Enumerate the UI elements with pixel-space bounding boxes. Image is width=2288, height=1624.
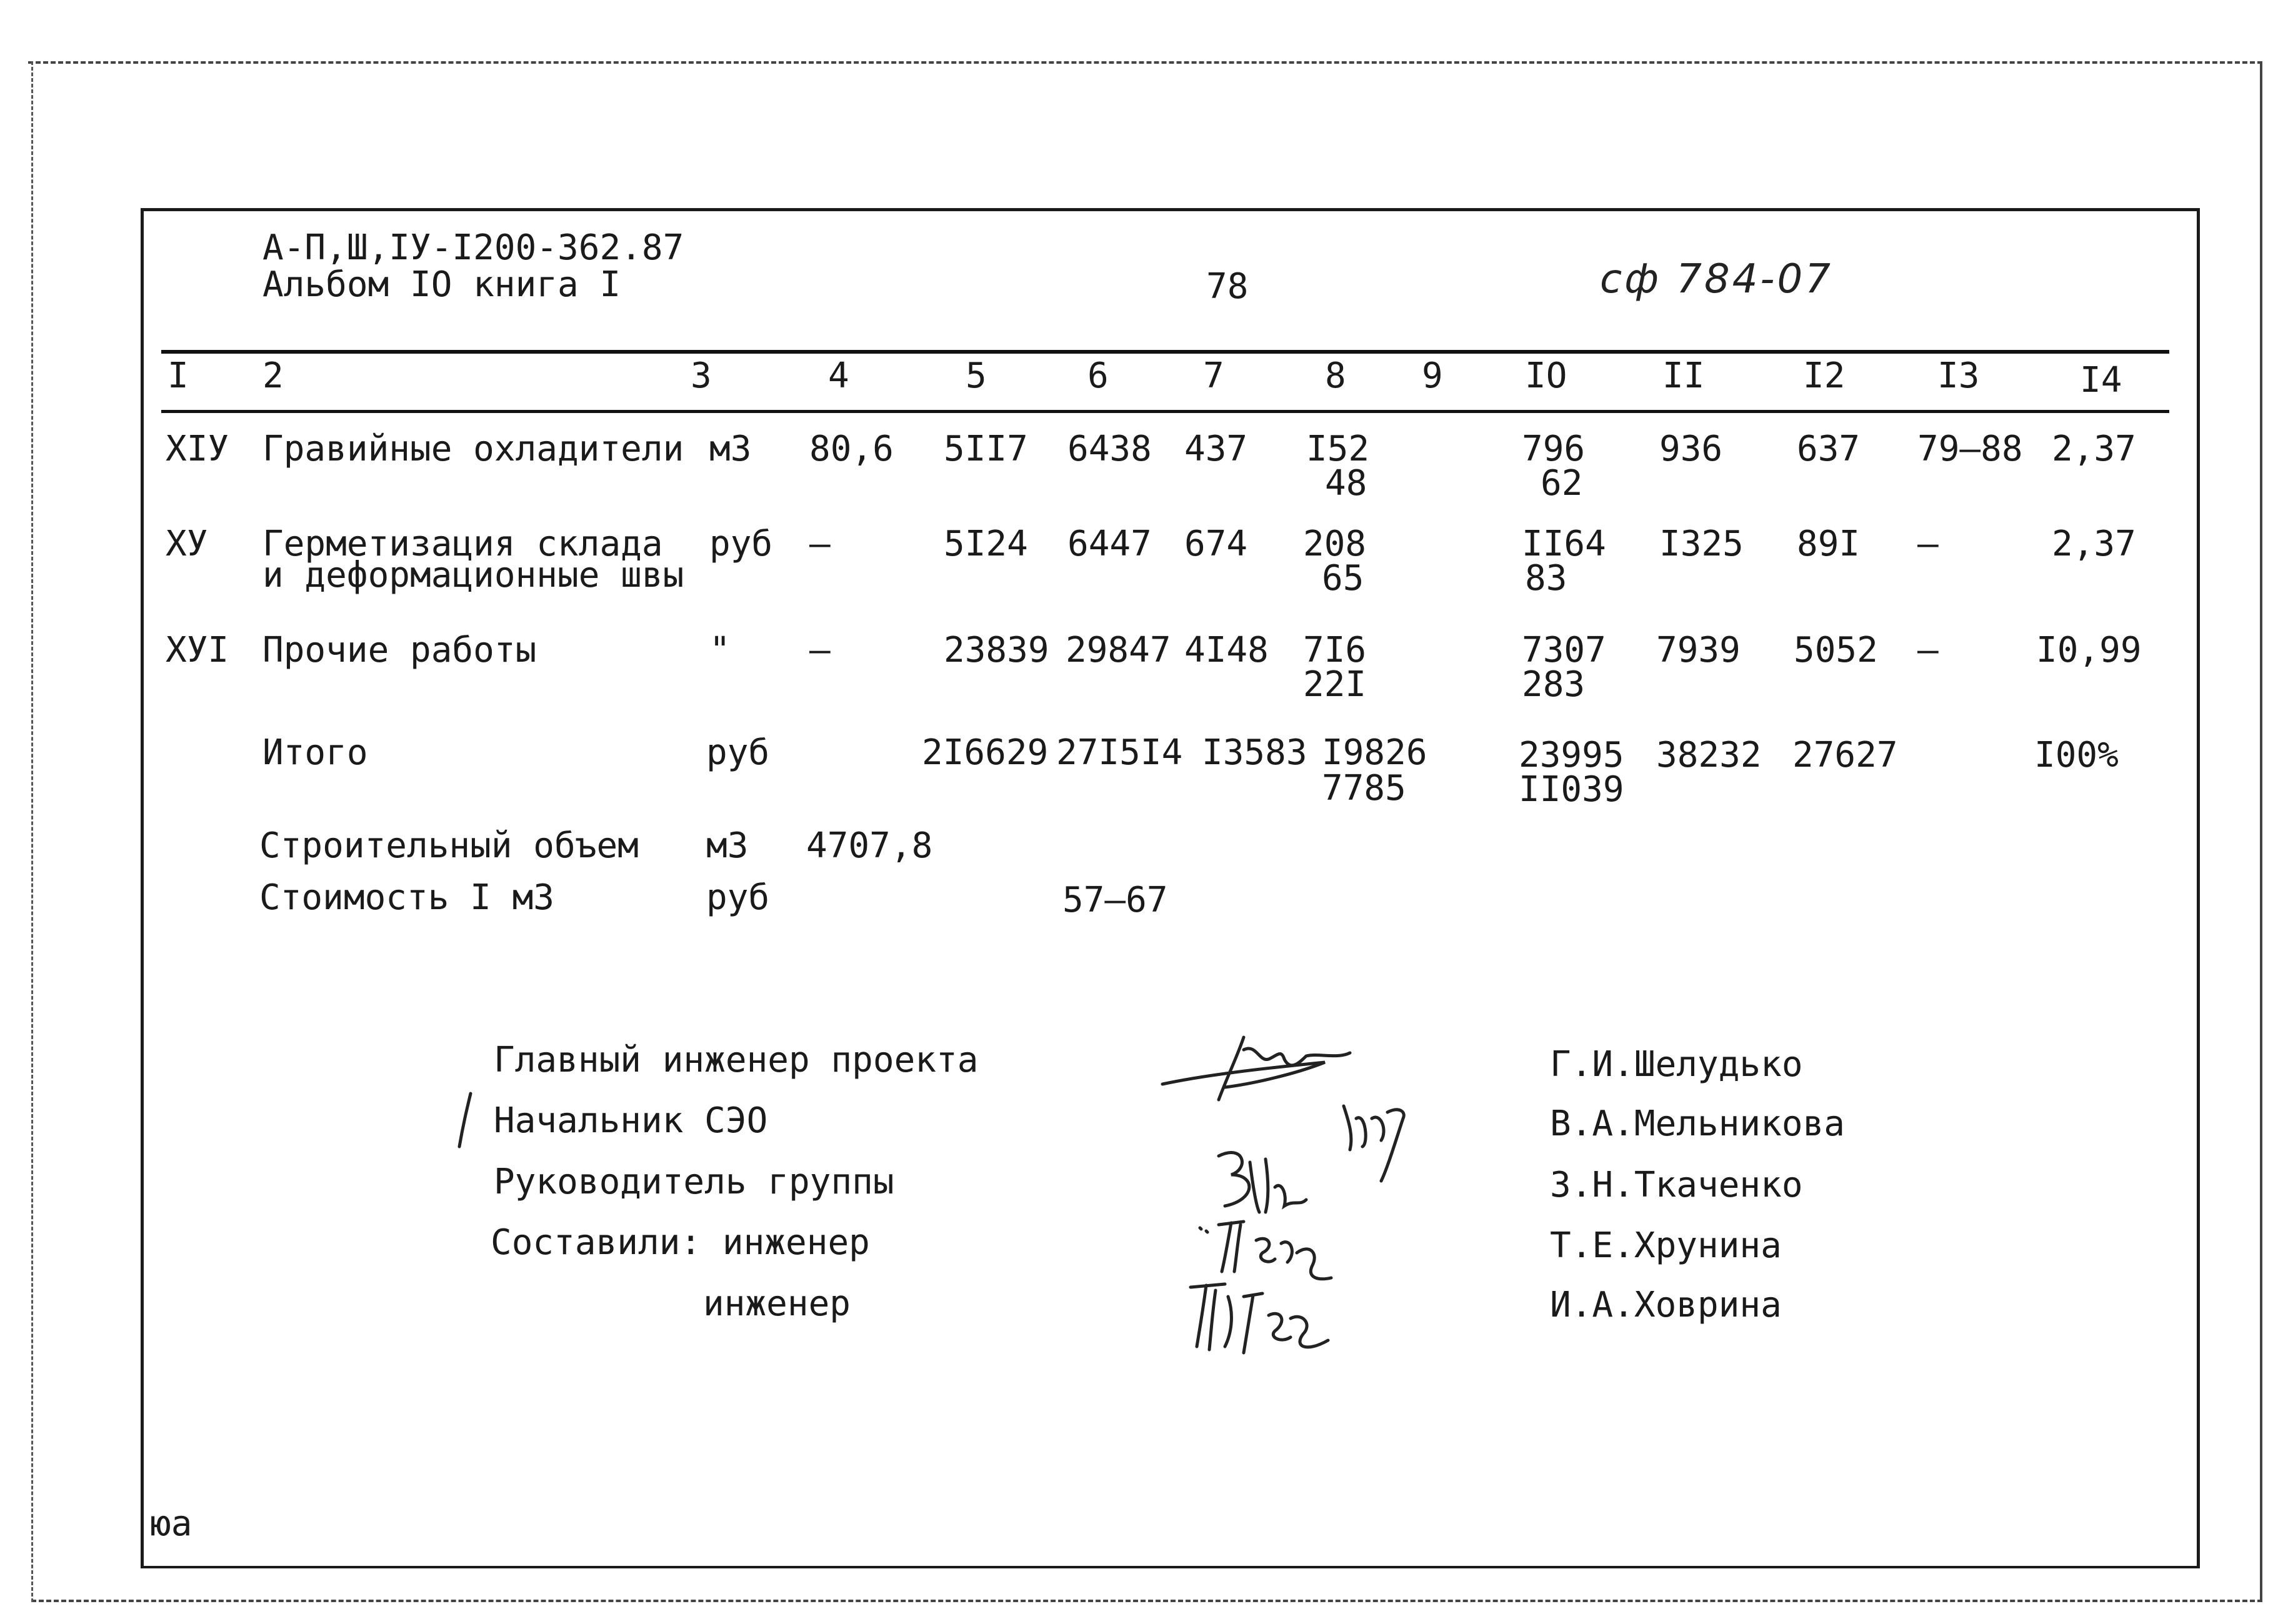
outer-frame-right [2260, 61, 2262, 1602]
signature-role: Главный инженер проекта [494, 1040, 979, 1080]
signature-scribble-engineer-2 [1181, 1272, 1356, 1365]
row-name: Герметизация склада [262, 524, 663, 564]
row-col11: 7939 [1656, 630, 1741, 670]
outer-frame-left [31, 61, 33, 1602]
col-header-7: 7 [1203, 356, 1224, 396]
row-qty: – [809, 524, 831, 564]
row-col13: – [1917, 630, 1939, 670]
document-code: А-П,Ш,ІУ-І200-362.87 [262, 227, 684, 268]
total-col5: 2I6629 [922, 732, 1049, 773]
total-col8-a: I9826 [1322, 732, 1427, 773]
col-header-2: 2 [262, 356, 284, 396]
col-header-10: IO [1525, 356, 1567, 396]
signature-role: инженер [703, 1283, 851, 1324]
volume-value: 4707,8 [806, 825, 933, 866]
row-unit: руб [709, 524, 773, 564]
page-number: 78 [1206, 266, 1249, 307]
row-col6: 6447 [1067, 524, 1152, 564]
outer-frame-bottom [31, 1600, 2262, 1602]
outer-frame-top [28, 61, 2262, 64]
col-header-4: 4 [828, 356, 849, 396]
cost-label: Стоимость I м3 [259, 877, 555, 918]
row-col8-b: 48 [1325, 463, 1367, 504]
col-header-13: I3 [1937, 356, 1980, 396]
row-unit: " [709, 630, 731, 670]
col-header-11: II [1662, 356, 1705, 396]
col-header-12: I2 [1803, 356, 1846, 396]
signatory-name: З.Н.Ткаченко [1550, 1165, 1803, 1205]
row-qty: – [809, 630, 831, 670]
signature-role: Составили: инженер [491, 1222, 870, 1263]
margin-mark [453, 1090, 478, 1153]
signatory-name: И.А.Ховрина [1550, 1285, 1782, 1325]
row-col8-a: 7I6 [1303, 630, 1367, 670]
row-qty: 80,6 [809, 429, 894, 469]
row-col12: 5052 [1794, 630, 1878, 670]
total-unit: руб [706, 732, 770, 773]
table-top-rule [161, 350, 2169, 354]
row-col11: 936 [1659, 429, 1723, 469]
col-header-14: I4 [2080, 360, 2122, 401]
cost-value: 57–67 [1062, 880, 1168, 920]
row-col8-b: 22I [1303, 664, 1367, 705]
row-col14: I0,99 [2036, 630, 2142, 670]
row-col10-a: 796 [1522, 429, 1586, 469]
row-col10-a: 7307 [1522, 630, 1606, 670]
col-header-8: 8 [1325, 356, 1346, 396]
total-col8-b: 7785 [1322, 768, 1406, 809]
row-col12: 89I [1797, 524, 1861, 564]
row-col8-a: I52 [1306, 429, 1370, 469]
col-header-3: 3 [691, 356, 712, 396]
row-col13: 79–88 [1917, 429, 2023, 469]
row-col6: 6438 [1067, 429, 1152, 469]
col-header-5: 5 [966, 356, 987, 396]
row-col11: I325 [1659, 524, 1744, 564]
signature-role: Руководитель группы [494, 1162, 894, 1202]
volume-unit: м3 [706, 825, 749, 866]
archive-stamp: сф 784-07 [1600, 256, 1833, 302]
signatory-name: В.А.Мельникова [1550, 1103, 1846, 1144]
volume-label: Строительный объем [259, 825, 639, 866]
row-col7: 4I48 [1184, 630, 1269, 670]
total-col12: 27627 [1792, 735, 1898, 775]
row-name-line2: и деформационные швы [262, 555, 684, 595]
row-name: Гравийные охладители [262, 429, 684, 469]
total-col6: 27I5I4 [1056, 732, 1183, 773]
row-col14: 2,37 [2052, 429, 2136, 469]
row-col6: 29847 [1066, 630, 1171, 670]
total-col7: I3583 [1202, 732, 1307, 773]
row-col8-a: 208 [1303, 524, 1367, 564]
row-col5: 23839 [944, 630, 1049, 670]
col-header-6: 6 [1087, 356, 1109, 396]
total-label: Итого [262, 732, 368, 773]
row-number: XIУ [166, 429, 229, 469]
row-col14: 2,37 [2052, 524, 2136, 564]
signatory-name: Г.И.Шелудько [1550, 1044, 1803, 1085]
cost-unit: руб [706, 877, 770, 918]
row-col10-b: 62 [1541, 463, 1583, 504]
col-header-9: 9 [1422, 356, 1443, 396]
signatory-name: Т.Е.Хрунина [1550, 1225, 1782, 1266]
row-col8-b: 65 [1322, 558, 1364, 599]
row-col5: 5II7 [944, 429, 1028, 469]
signature-role: Начальник СЭО [494, 1100, 768, 1141]
row-number: XУI [166, 630, 229, 670]
row-col13: – [1917, 524, 1939, 564]
total-col14: I00% [2034, 735, 2119, 775]
row-col12: 637 [1797, 429, 1861, 469]
row-col7: 674 [1184, 524, 1248, 564]
row-col5: 5I24 [944, 524, 1028, 564]
total-col10-b: II039 [1519, 769, 1624, 810]
footer-mark: юа [150, 1503, 192, 1544]
total-col10-a: 23995 [1519, 735, 1624, 775]
row-unit: м3 [709, 429, 752, 469]
album-title: Альбом ІО книга І [262, 264, 621, 305]
row-col10-b: 283 [1522, 664, 1586, 705]
row-name: Прочие работы [262, 630, 537, 670]
row-number: XУ [166, 524, 208, 564]
col-header-1: I [167, 356, 189, 396]
row-col10-a: II64 [1522, 524, 1606, 564]
row-col7: 437 [1184, 429, 1248, 469]
row-col10-b: 83 [1525, 558, 1567, 599]
table-header-rule [161, 410, 2169, 413]
total-col11: 38232 [1656, 735, 1762, 775]
